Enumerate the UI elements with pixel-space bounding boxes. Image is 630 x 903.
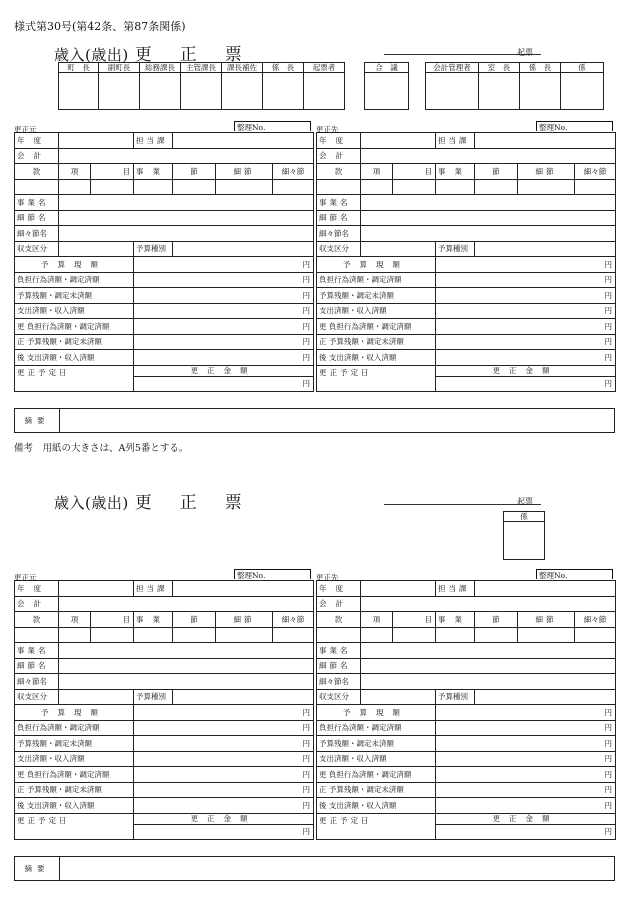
panel-table: [14, 580, 314, 840]
label-tanto: 担当課: [134, 581, 173, 597]
label-koseikingaku: 更正金額: [134, 813, 314, 824]
stamp-label: 会計管理者: [426, 63, 479, 73]
field-ko-futan[interactable]: 円: [134, 319, 314, 335]
title-main: 更正票: [134, 45, 270, 65]
stamp-label: 町 長: [59, 63, 99, 73]
label-jigyo: 事業: [436, 612, 475, 628]
seiri-no[interactable]: 整理No.: [536, 121, 613, 131]
tekiyo-label: 摘要: [15, 857, 60, 881]
field-moku[interactable]: [393, 627, 436, 643]
stamp-label: 合 議: [365, 63, 409, 73]
label-shishutsu: 支出済額・収入済額: [15, 303, 134, 319]
label-setsu: 節: [475, 612, 518, 628]
field-moku[interactable]: [393, 179, 436, 195]
stamp-box[interactable]: [59, 73, 99, 110]
label-ko: 項: [361, 164, 393, 180]
stamp-box[interactable]: [140, 73, 181, 110]
field-setsu[interactable]: [475, 179, 518, 195]
field-shishutsu[interactable]: 円: [436, 303, 616, 319]
label-go: 後: [319, 352, 327, 362]
label-koseiyotei: 更正予定日: [317, 813, 436, 839]
field-shishutsu[interactable]: 円: [436, 751, 616, 767]
label-shishutsu: 支出済額・収入済額: [317, 751, 436, 767]
label-saisetsumei: 細節名: [15, 210, 59, 226]
label-sei: 正: [17, 785, 25, 794]
label-kan: 款: [15, 612, 59, 628]
label-saisetsu: 細節: [518, 164, 575, 180]
seiri-no[interactable]: 整理No.: [234, 569, 311, 579]
field-go-shishutsu[interactable]: 円: [436, 350, 616, 366]
approval-stamp-group-1: [58, 62, 345, 110]
label-koseiyotei: 更正予定日: [15, 365, 134, 391]
field-yosangengaku[interactable]: 円: [134, 705, 314, 721]
label-yosangengaku: 予算現額: [15, 257, 134, 273]
field-saisetsumei[interactable]: [361, 210, 616, 226]
field-shushi[interactable]: [59, 241, 134, 257]
stamp-label: 副町長: [99, 63, 140, 73]
stamp-box[interactable]: [263, 73, 304, 110]
form-top-right: [316, 122, 616, 392]
stamp-box[interactable]: [304, 73, 345, 110]
label-futan: 負担行為済額・調定済額: [15, 272, 134, 288]
label-nendo: 年度: [15, 133, 59, 149]
field-saisaisetsumei[interactable]: [361, 226, 616, 242]
panel-title: 更正先: [316, 573, 339, 582]
label-futan: 負担行為済額・調定済額: [317, 720, 436, 736]
label-kaikei: 会計: [15, 596, 59, 612]
label-go-shishutsu: 後 支出済額・収入済額: [317, 350, 436, 366]
label-zangaku: 予算残額・調定未済額: [15, 288, 134, 304]
field-tanto[interactable]: [173, 581, 314, 597]
field-tanto[interactable]: [475, 581, 616, 597]
field-futan[interactable]: 円: [436, 272, 616, 288]
label-saisaisetsu: 細々節: [273, 612, 314, 628]
field-ko[interactable]: [361, 179, 393, 195]
field-zangaku[interactable]: 円: [134, 736, 314, 752]
field-kan[interactable]: [317, 627, 361, 643]
label-saisaisetsumei: 細々節名: [317, 674, 361, 690]
label-koseikingaku: 更正金額: [436, 813, 616, 824]
panel-header: [14, 570, 313, 580]
field-kaikei[interactable]: [361, 148, 616, 164]
label-shushi: 収支区分: [317, 689, 361, 705]
form-bottom-right: [316, 570, 616, 840]
label-sei-zangaku: 正 予算残額・調定未済額: [15, 334, 134, 350]
field-saisetsumei[interactable]: [361, 658, 616, 674]
note: 備考 用紙の大きさは、A列5番とする。: [14, 443, 189, 454]
label-saisaisetsumei: 細々節名: [15, 674, 59, 690]
kian-label: 起票: [517, 497, 533, 506]
label-sei: 正: [319, 785, 327, 794]
label-go: 後: [17, 800, 25, 810]
field-saisaisetsumei[interactable]: [361, 674, 616, 690]
field-saisaisetsu[interactable]: [575, 179, 616, 195]
label-koseikingaku: 更正金額: [436, 365, 616, 376]
label-zangaku: 予算残額・調定未済額: [15, 736, 134, 752]
field-ko[interactable]: [59, 179, 91, 195]
label-saisetsumei: 細節名: [317, 210, 361, 226]
field-nendo[interactable]: [361, 133, 436, 149]
label-moku: 目: [91, 612, 134, 628]
field-saisetsu[interactable]: [518, 627, 575, 643]
field-sei-zangaku[interactable]: 円: [134, 334, 314, 350]
panel-template: [316, 122, 616, 392]
label-shishutsu: 支出済額・収入済額: [317, 303, 436, 319]
tekiyo-box: [14, 856, 615, 881]
label-ko: 更: [17, 769, 25, 779]
panel-title: 更正元: [14, 125, 37, 134]
label-moku: 目: [393, 164, 436, 180]
label-koseiyotei: 更正予定日: [317, 365, 436, 391]
label-kan: 款: [15, 164, 59, 180]
label-nendo: 年度: [15, 581, 59, 597]
field-moku[interactable]: [91, 627, 134, 643]
label-sei: 正: [17, 337, 25, 346]
label-ko-futan: 更 負担行為済額・調定済額: [317, 767, 436, 783]
label-tanto: 担当課: [436, 133, 475, 149]
kian-label: 起票: [517, 48, 533, 57]
label-setsu: 節: [475, 164, 518, 180]
field-shushi[interactable]: [59, 689, 134, 705]
label-saisaisetsumei: 細々節名: [15, 226, 59, 242]
label-saisetsumei: 細節名: [15, 658, 59, 674]
field-saisetsumei[interactable]: [59, 210, 314, 226]
label-jigyo: 事業: [134, 612, 173, 628]
form-bottom-left: [14, 570, 314, 840]
approval-stamp-group-2: [364, 62, 409, 110]
label-go-shishutsu: 後 支出済額・収入済額: [317, 798, 436, 814]
field-ko[interactable]: [361, 627, 393, 643]
stamp-label: 総務課長: [140, 63, 181, 73]
panel-header: [316, 570, 615, 580]
label-ko-futan: 更 負担行為済額・調定済額: [15, 767, 134, 783]
label-shushi: 収支区分: [317, 241, 361, 257]
field-ko-futan[interactable]: 円: [436, 319, 616, 335]
field-yosangengaku[interactable]: 円: [134, 257, 314, 273]
approval-stamp-bottom: [503, 511, 545, 560]
label-setsu: 節: [173, 612, 216, 628]
label-zangaku: 予算残額・調定未済額: [317, 288, 436, 304]
label-kan: 款: [317, 164, 361, 180]
field-sei-zangaku[interactable]: 円: [436, 334, 616, 350]
stamp-box[interactable]: [504, 522, 545, 560]
label-kaikei: 会計: [317, 596, 361, 612]
tekiyo-field[interactable]: [60, 409, 615, 433]
field-shishutsu[interactable]: 円: [134, 303, 314, 319]
label-nendo: 年度: [317, 581, 361, 597]
field-jigyomei[interactable]: [59, 643, 314, 659]
label-tanto: 担当課: [436, 581, 475, 597]
tekiyo-field[interactable]: [60, 857, 615, 881]
field-kan[interactable]: [15, 627, 59, 643]
label-tanto: 担当課: [134, 133, 173, 149]
stamp-box[interactable]: [426, 73, 479, 110]
label-sei-zangaku: 正 予算残額・調定未済額: [15, 782, 134, 798]
label-ko: 更: [319, 321, 327, 331]
stamp-box[interactable]: [181, 73, 222, 110]
field-saisetsu[interactable]: [216, 627, 273, 643]
label-sei-zangaku: 正 予算残額・調定未済額: [317, 782, 436, 798]
label-shishutsu: 支出済額・収入済額: [15, 751, 134, 767]
label-futan: 負担行為済額・調定済額: [15, 720, 134, 736]
field-koseikingaku[interactable]: 円: [436, 376, 616, 391]
field-futan[interactable]: 円: [134, 272, 314, 288]
label-ko-futan: 更 負担行為済額・調定済額: [15, 319, 134, 335]
field-kaikei[interactable]: [361, 596, 616, 612]
field-go-shishutsu[interactable]: 円: [134, 350, 314, 366]
page-title-2: [54, 488, 270, 513]
field-go-shishutsu[interactable]: 円: [134, 798, 314, 814]
label-sei: 正: [319, 337, 327, 346]
label-shushi: 収支区分: [15, 689, 59, 705]
field-nendo[interactable]: [361, 581, 436, 597]
label-go-shishutsu: 後 支出済額・収入済額: [15, 350, 134, 366]
seiri-no[interactable]: 整理No.: [234, 121, 311, 131]
label-yosanshubetsu: 予算種別: [436, 241, 475, 257]
label-futan: 負担行為済額・調定済額: [317, 272, 436, 288]
stamp-box[interactable]: [222, 73, 263, 110]
field-nendo[interactable]: [59, 581, 134, 597]
label-koseiyotei: 更正予定日: [15, 813, 134, 839]
label-jigyo: 事業: [436, 164, 475, 180]
panel-title: 更正元: [14, 573, 37, 582]
label-yosanshubetsu: 予算種別: [436, 689, 475, 705]
field-yosangengaku[interactable]: 円: [436, 257, 616, 273]
label-kan: 款: [317, 612, 361, 628]
field-saisaisetsu[interactable]: [575, 627, 616, 643]
field-yosanshubetsu[interactable]: [173, 241, 314, 257]
field-zangaku[interactable]: 円: [134, 288, 314, 304]
stamp-box[interactable]: [365, 73, 409, 110]
panel-template: [316, 570, 616, 840]
field-jigyo[interactable]: [436, 179, 475, 195]
field-jigyo[interactable]: [436, 627, 475, 643]
label-saisetsumei: 細節名: [317, 658, 361, 674]
field-sei-zangaku[interactable]: 円: [134, 782, 314, 798]
label-kaikei: 会計: [15, 148, 59, 164]
field-moku[interactable]: [91, 179, 134, 195]
label-zangaku: 予算残額・調定未済額: [317, 736, 436, 752]
field-koseikingaku[interactable]: 円: [134, 824, 314, 839]
label-ko: 更: [319, 769, 327, 779]
label-moku: 目: [393, 612, 436, 628]
label-jigyomei: 事業名: [317, 195, 361, 211]
field-saisetsu[interactable]: [518, 179, 575, 195]
field-jigyomei[interactable]: [361, 195, 616, 211]
field-tanto[interactable]: [475, 133, 616, 149]
field-saisaisetsu[interactable]: [273, 179, 314, 195]
field-koseikingaku[interactable]: 円: [436, 824, 616, 839]
field-shishutsu[interactable]: 円: [134, 751, 314, 767]
label-nendo: 年度: [317, 133, 361, 149]
field-saisaisetsumei[interactable]: [59, 226, 314, 242]
approval-stamp-group-3: [425, 62, 604, 110]
field-yosanshubetsu[interactable]: [173, 689, 314, 705]
field-zangaku[interactable]: 円: [436, 736, 616, 752]
tekiyo-box: [14, 408, 615, 433]
field-nendo[interactable]: [59, 133, 134, 149]
stamp-box[interactable]: [561, 73, 604, 110]
field-ko-futan[interactable]: 円: [436, 767, 616, 783]
stamp-box[interactable]: [99, 73, 140, 110]
label-jigyo: 事業: [134, 164, 173, 180]
field-kan[interactable]: [15, 179, 59, 195]
field-go-shishutsu[interactable]: 円: [436, 798, 616, 814]
panel-table: [316, 580, 616, 840]
panel-header: [316, 122, 615, 132]
panel-template: [14, 122, 314, 392]
label-go-shishutsu: 後 支出済額・収入済額: [15, 798, 134, 814]
stamp-label: 係: [561, 63, 604, 73]
stamp-box[interactable]: [520, 73, 561, 110]
tekiyo-label: 摘要: [15, 409, 60, 433]
label-saisaisetsu: 細々節: [575, 164, 616, 180]
field-futan[interactable]: 円: [436, 720, 616, 736]
panel-table: [316, 132, 616, 392]
panel-template: [14, 570, 314, 840]
stamp-label: 起票者: [304, 63, 345, 73]
field-saisaisetsumei[interactable]: [59, 674, 314, 690]
label-moku: 目: [91, 164, 134, 180]
field-jigyo[interactable]: [134, 627, 173, 643]
label-go: 後: [17, 352, 25, 362]
form-number: 様式第30号(第42条、第87条関係): [14, 20, 186, 33]
label-saisaisetsu: 細々節: [273, 164, 314, 180]
label-saisetsu: 細節: [216, 164, 273, 180]
field-saisetsu[interactable]: [216, 179, 273, 195]
field-jigyomei[interactable]: [361, 643, 616, 659]
field-shushi[interactable]: [361, 241, 436, 257]
field-shushi[interactable]: [361, 689, 436, 705]
stamp-label: 課長補佐: [222, 63, 263, 73]
field-sei-zangaku[interactable]: 円: [436, 782, 616, 798]
field-yosanshubetsu[interactable]: [475, 241, 616, 257]
label-yosangengaku: 予算現額: [317, 257, 436, 273]
seiri-no[interactable]: 整理No.: [536, 569, 613, 579]
label-ko: 項: [59, 164, 91, 180]
label-sei-zangaku: 正 予算残額・調定未済額: [317, 334, 436, 350]
field-setsu[interactable]: [173, 627, 216, 643]
stamp-label: 主管課長: [181, 63, 222, 73]
stamp-label: 係 長: [520, 63, 561, 73]
field-kaikei[interactable]: [59, 148, 314, 164]
label-saisaisetsumei: 細々節名: [317, 226, 361, 242]
panel-header: [14, 122, 313, 132]
field-kaikei[interactable]: [59, 596, 314, 612]
title-main: 更正票: [134, 493, 270, 513]
label-saisetsu: 細節: [518, 612, 575, 628]
label-jigyomei: 事業名: [15, 643, 59, 659]
label-yosangengaku: 予算現額: [15, 705, 134, 721]
label-jigyomei: 事業名: [317, 643, 361, 659]
label-jigyomei: 事業名: [15, 195, 59, 211]
label-kaikei: 会計: [317, 148, 361, 164]
label-yosanshubetsu: 予算種別: [134, 689, 173, 705]
panel-table: [14, 132, 314, 392]
label-yosangengaku: 予算現額: [317, 705, 436, 721]
panel-title: 更正先: [316, 125, 339, 134]
field-setsu[interactable]: [475, 627, 518, 643]
field-setsu[interactable]: [173, 179, 216, 195]
field-saisaisetsu[interactable]: [273, 627, 314, 643]
field-ko-futan[interactable]: 円: [134, 767, 314, 783]
label-shushi: 収支区分: [15, 241, 59, 257]
field-tanto[interactable]: [173, 133, 314, 149]
field-jigyomei[interactable]: [59, 195, 314, 211]
field-yosanshubetsu[interactable]: [475, 689, 616, 705]
label-ko: 項: [59, 612, 91, 628]
label-yosanshubetsu: 予算種別: [134, 241, 173, 257]
label-setsu: 節: [173, 164, 216, 180]
stamp-label: 室 長: [479, 63, 520, 73]
field-kan[interactable]: [317, 179, 361, 195]
stamp-label: 係: [504, 512, 545, 522]
field-ko[interactable]: [59, 627, 91, 643]
field-saisetsumei[interactable]: [59, 658, 314, 674]
label-ko: 項: [361, 612, 393, 628]
field-futan[interactable]: 円: [134, 720, 314, 736]
field-yosangengaku[interactable]: 円: [436, 705, 616, 721]
label-go: 後: [319, 800, 327, 810]
stamp-box[interactable]: [479, 73, 520, 110]
label-saisaisetsu: 細々節: [575, 612, 616, 628]
field-zangaku[interactable]: 円: [436, 288, 616, 304]
label-saisetsu: 細節: [216, 612, 273, 628]
label-ko: 更: [17, 321, 25, 331]
stamp-label: 係 長: [263, 63, 304, 73]
title-prefix: 歳入(歳出): [54, 46, 129, 64]
form-top-left: [14, 122, 314, 392]
label-ko-futan: 更 負担行為済額・調定済額: [317, 319, 436, 335]
label-koseikingaku: 更正金額: [134, 365, 314, 376]
field-jigyo[interactable]: [134, 179, 173, 195]
field-koseikingaku[interactable]: 円: [134, 376, 314, 391]
title-prefix: 歳入(歳出): [54, 494, 129, 512]
